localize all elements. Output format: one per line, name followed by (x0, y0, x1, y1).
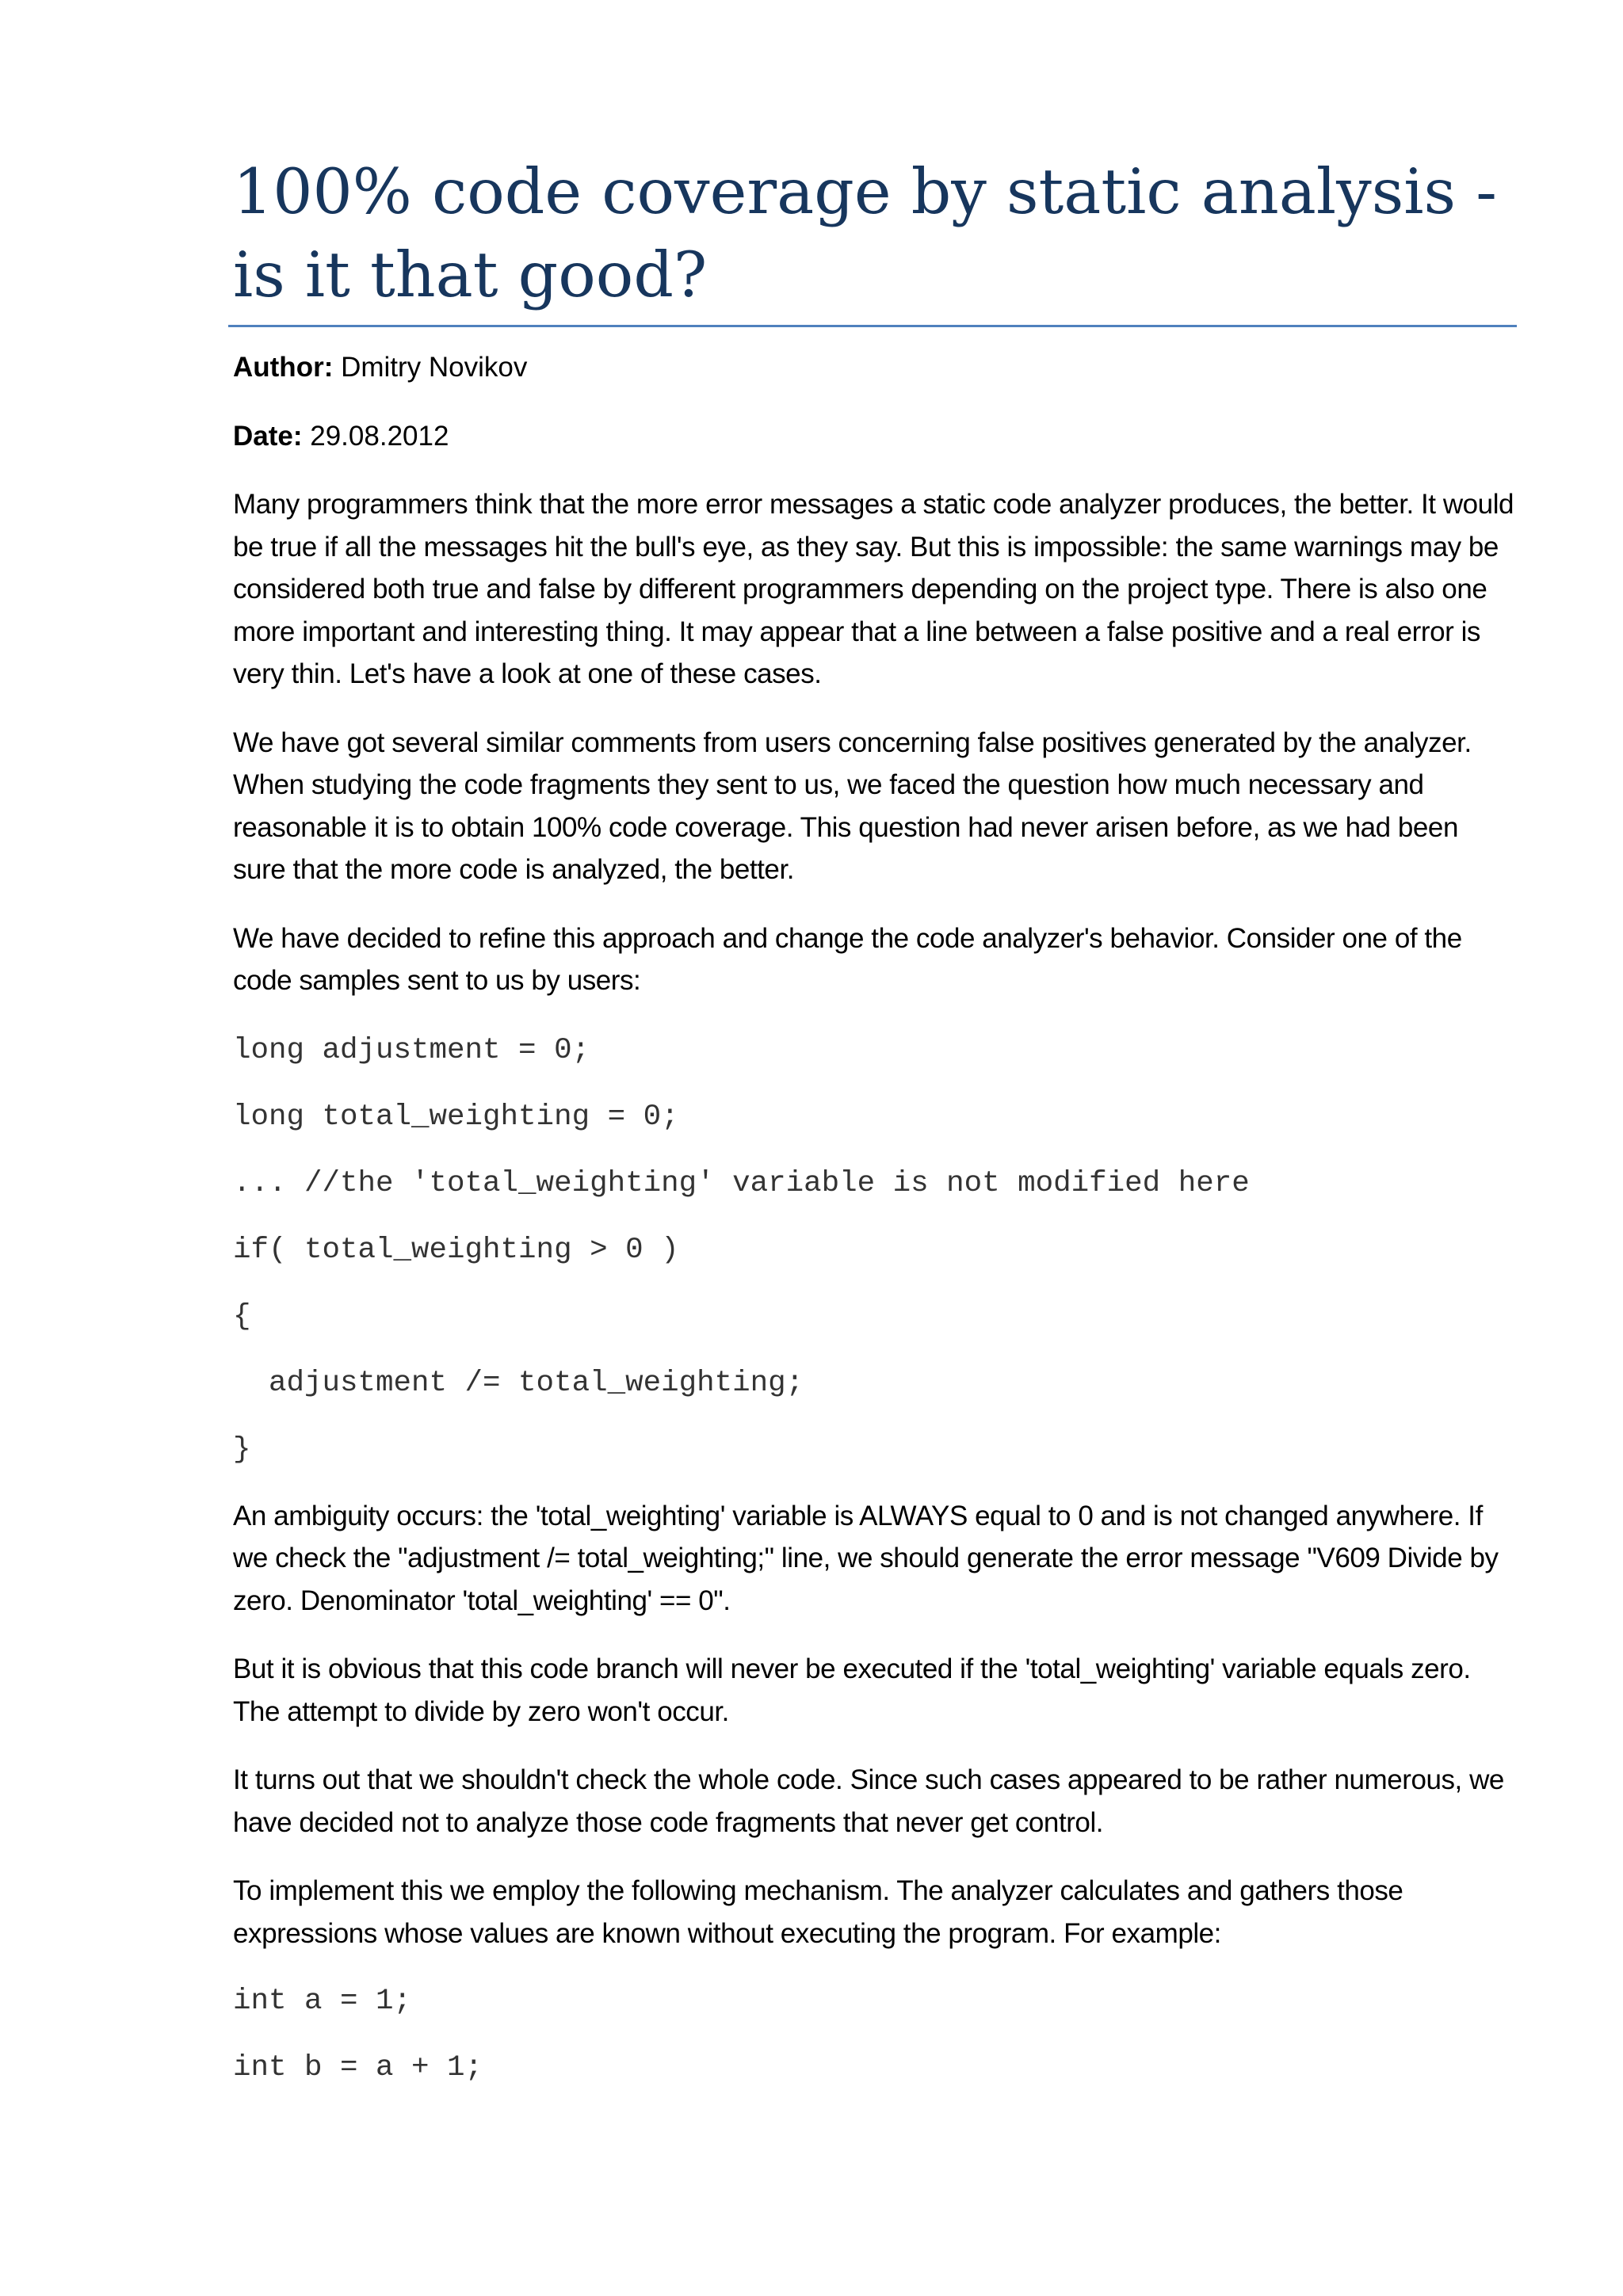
code-line: int a = 1; (233, 1985, 412, 2018)
paragraph-comments: We have got several similar comments from users concerning false positives generated by the analyzer. When studying the code fragments they sent to us, we faced the question how much necessary and reasonable it is to obtain 100% code coverage. This question had never arisen before, as we had been sure that the more code is analyzed, the better. (233, 727, 1472, 885)
paragraph-intro: Many programmers think that the more error messages a static code analyzer produces, the better. It would be true if all the messages hit the bull's eye, as they say. But this is impossible: the same warnings may be considered both true and false by different programmers depending on the project type. There is also one more important and interesting thing. It may appear that a line between a false positive and a real error is very thin. Let's have a look at one of these cases. (233, 489, 1514, 689)
code-sample-1 (233, 1031, 1517, 1470)
code-line: long adjustment = 0; (233, 1033, 590, 1067)
code-line: if( total_weighting > 0 ) (233, 1233, 679, 1267)
code-line: int b = a + 1; (233, 2051, 483, 2084)
document-page (233, 151, 1517, 2088)
author-label: Author: (233, 352, 334, 383)
paragraph-refine: We have decided to refine this approach and change the code analyzer's behavior. Consider one of the code samples sent to us by users: (233, 922, 1462, 996)
date-value: 29.08.2012 (302, 421, 449, 452)
code-line: long total_weighting = 0; (233, 1100, 679, 1134)
date-line (233, 415, 1517, 457)
code-line: { (233, 1299, 251, 1333)
code-line: } (233, 1432, 251, 1466)
paragraph-branch: But it is obvious that this code branch will never be executed if the 'total_weighting' variable equals zero. The attempt to divide by zero won't occur. (233, 1653, 1471, 1727)
paragraph-ambiguity: An ambiguity occurs: the 'total_weighting' variable is ALWAYS equal to 0 and is not changed anywhere. If we check the "adjustment /= total_weighting;" line, we should generate the error message "V609 Divide by zero. Denominator 'total_weighting' == 0". (233, 1500, 1499, 1616)
paragraph-whole-code: It turns out that we shouldn't check the whole code. Since such cases appeared to be rather numerous, we have decided not to analyze those code fragments that never get control. (233, 1764, 1504, 1838)
title-line-2: is it that good? (233, 238, 708, 311)
title-underline (228, 325, 1517, 327)
document-title (233, 151, 1517, 317)
code-sample-2 (233, 1981, 1517, 2088)
date-label: Date: (233, 421, 303, 452)
author-value: Dmitry Novikov (333, 352, 528, 383)
code-line: ... //the 'total_weighting' variable is not modified here (233, 1166, 1250, 1200)
code-line: adjustment /= total_weighting; (233, 1366, 804, 1400)
title-line-1: 100% code coverage by static analysis - (233, 155, 1497, 228)
paragraph-mechanism: To implement this we employ the following mechanism. The analyzer calculates and gathers those expressions whose values are known without executing the program. For example: (233, 1875, 1403, 1949)
author-line (233, 346, 1517, 388)
